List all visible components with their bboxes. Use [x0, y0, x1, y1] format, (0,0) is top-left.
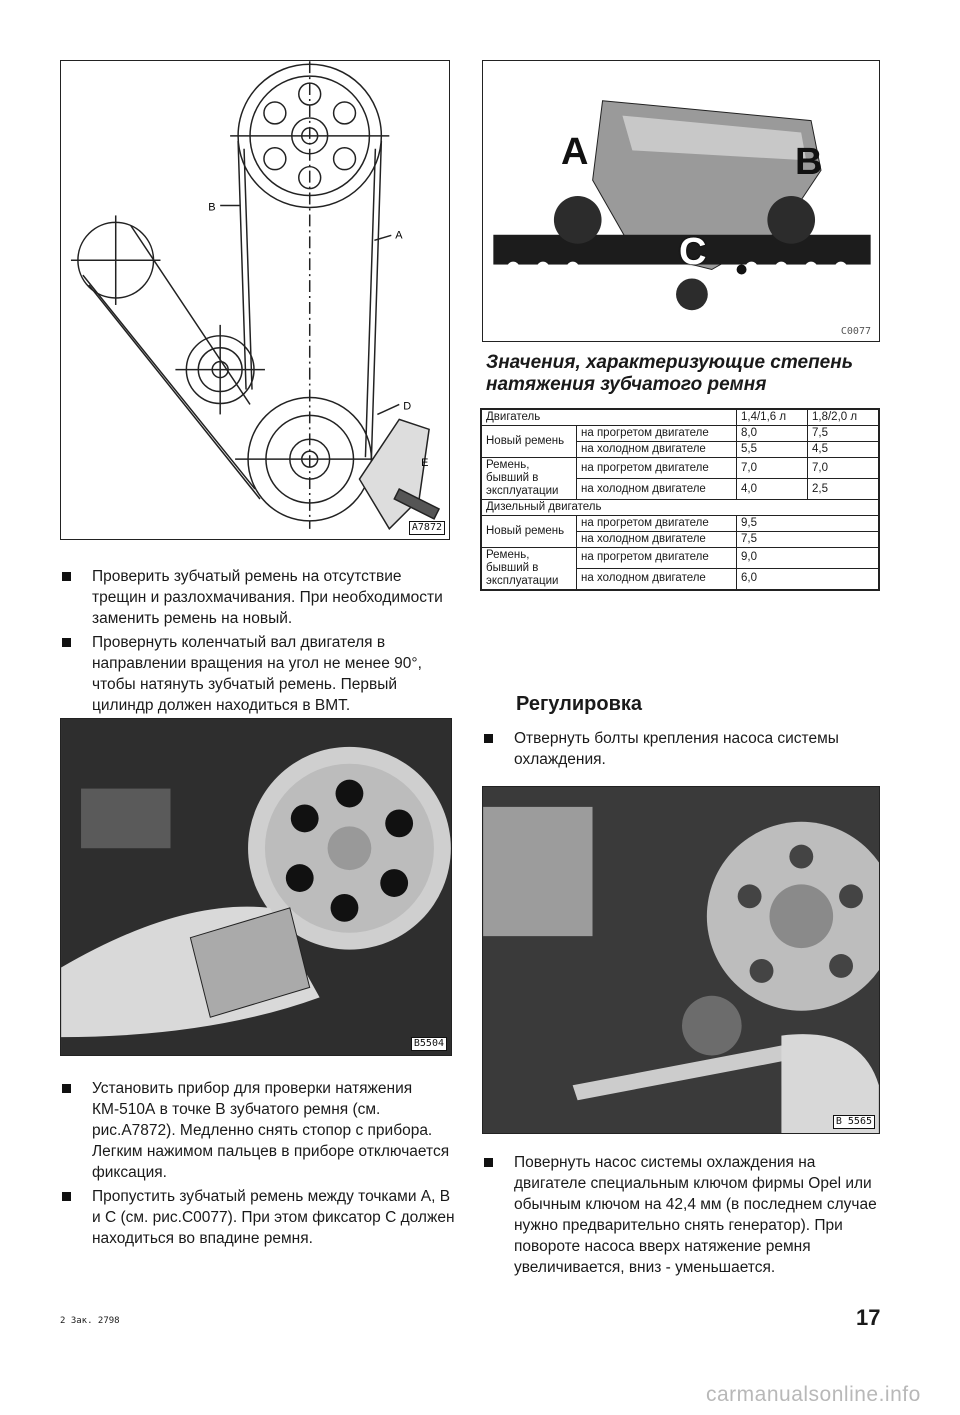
table-cell: 9,5: [737, 516, 880, 532]
table-row: [481, 409, 879, 426]
diesel-section-label: Дизельный двигатель: [481, 500, 879, 516]
header-col1: 1,4/1,6 л: [737, 409, 808, 426]
row-label-used-belt: Ремень, бывший в эксплуатации: [481, 548, 577, 591]
table-cell: 2,5: [808, 479, 880, 500]
list-item: Отвернуть болты крепления насоса системы охлаждения.: [482, 728, 882, 770]
figure-tag-b5504: B5504: [411, 1037, 447, 1051]
left-bullet-list-1: [60, 566, 455, 719]
cond-cold: на холодном двигателе: [577, 532, 737, 548]
list-item: Пропустить зубчатый ремень между точками А, В и С (см. рис.С0077). При этом фиксатор С должен находиться во впадине ремня.: [60, 1186, 455, 1249]
cond-warm: на прогретом двигателе: [577, 426, 737, 442]
table-row: [481, 548, 879, 569]
photo-b5565-drawing: [483, 787, 879, 1133]
list-item: Повернуть насос системы охлаждения на двигателе специальным ключом фирмы Opel или обычным ключом на 42,4 мм (в последнем случае нужно предварительно снять генератор). При повороте насоса вверх натяжение ремня увеличивается, вниз - уменьшается.: [482, 1152, 882, 1278]
watermark: carmanualsonline.info: [706, 1383, 921, 1406]
header-engine: Двигатель: [481, 409, 737, 426]
belt-tension-table: [480, 408, 880, 591]
cond-warm: на прогретом двигателе: [577, 548, 737, 569]
tension-gauge-drawing: [483, 61, 879, 341]
table-title: Значения, характеризующие степень натяжения зубчатого ремня: [486, 352, 854, 395]
page-number: 17: [856, 1305, 881, 1330]
photo-b5504-drawing: [61, 719, 451, 1055]
figure-tag-b5565: B 5565: [833, 1115, 875, 1129]
cond-cold: на холодном двигателе: [577, 442, 737, 458]
table-cell: 7,5: [808, 426, 880, 442]
figure-tag-a7872: A7872: [409, 521, 445, 535]
figure-tag-c0077: C0077: [840, 326, 871, 337]
table-cell: 4,5: [808, 442, 880, 458]
table-cell: 4,0: [737, 479, 808, 500]
right-bullet-list-2: [482, 1152, 882, 1281]
row-label-new-belt: Новый ремень: [481, 516, 577, 548]
section-heading: Регулировка: [516, 693, 643, 715]
table-row: [481, 458, 879, 479]
right-bullet-list-1: [482, 728, 882, 773]
table-cell: 6,0: [737, 568, 880, 590]
header-col2: 1,8/2,0 л: [808, 409, 880, 426]
table-cell: 7,5: [737, 532, 880, 548]
table-cell: 9,0: [737, 548, 880, 569]
left-bullet-list-2: [60, 1078, 455, 1252]
cond-warm: на прогретом двигателе: [577, 516, 737, 532]
table-row: [481, 516, 879, 532]
cond-cold: на холодном двигателе: [577, 479, 737, 500]
table-row: [481, 426, 879, 442]
list-item: Проверить зубчатый ремень на отсутствие трещин и разлохмачивания. При необходимости заменить ремень на новый.: [60, 566, 455, 629]
label-b: B: [208, 201, 216, 214]
belt-diagram-drawing: [61, 61, 449, 539]
label-a: A: [395, 229, 403, 242]
figure-b5504-photo: [60, 718, 452, 1056]
row-label-used-belt: Ремень, бывший в эксплуатации: [481, 458, 577, 500]
footer-order-number: 2 Зак. 2798: [60, 1316, 120, 1326]
cond-cold: на холодном двигателе: [577, 568, 737, 590]
figure-a7872-belt-diagram: [60, 60, 450, 540]
figure-b5565-photo: [482, 786, 880, 1134]
label-e: E: [421, 457, 429, 470]
label-d: D: [403, 400, 412, 413]
photo-label-c: C: [679, 231, 707, 273]
list-item: Установить прибор для проверки натяжения КМ-510А в точке В зубчатого ремня (см. рис.А7872). Медленно снять стопор с прибора. Легким нажимом пальцев в приборе отключается фиксация.: [60, 1078, 455, 1183]
table-cell: 7,0: [737, 458, 808, 479]
photo-label-b: B: [795, 141, 823, 183]
table-cell: 8,0: [737, 426, 808, 442]
table-cell: 5,5: [737, 442, 808, 458]
cond-warm: на прогретом двигателе: [577, 458, 737, 479]
table-row: [481, 500, 879, 516]
photo-label-a: A: [561, 131, 589, 173]
row-label-new-belt: Новый ремень: [481, 426, 577, 458]
figure-c0077-tension-gauge: [482, 60, 880, 342]
table-cell: 7,0: [808, 458, 880, 479]
list-item: Провернуть коленчатый вал двигателя в направлении вращения на угол не менее 90°, чтобы натянуть зубчатый ремень. Первый цилиндр должен находиться в ВМТ.: [60, 632, 455, 716]
